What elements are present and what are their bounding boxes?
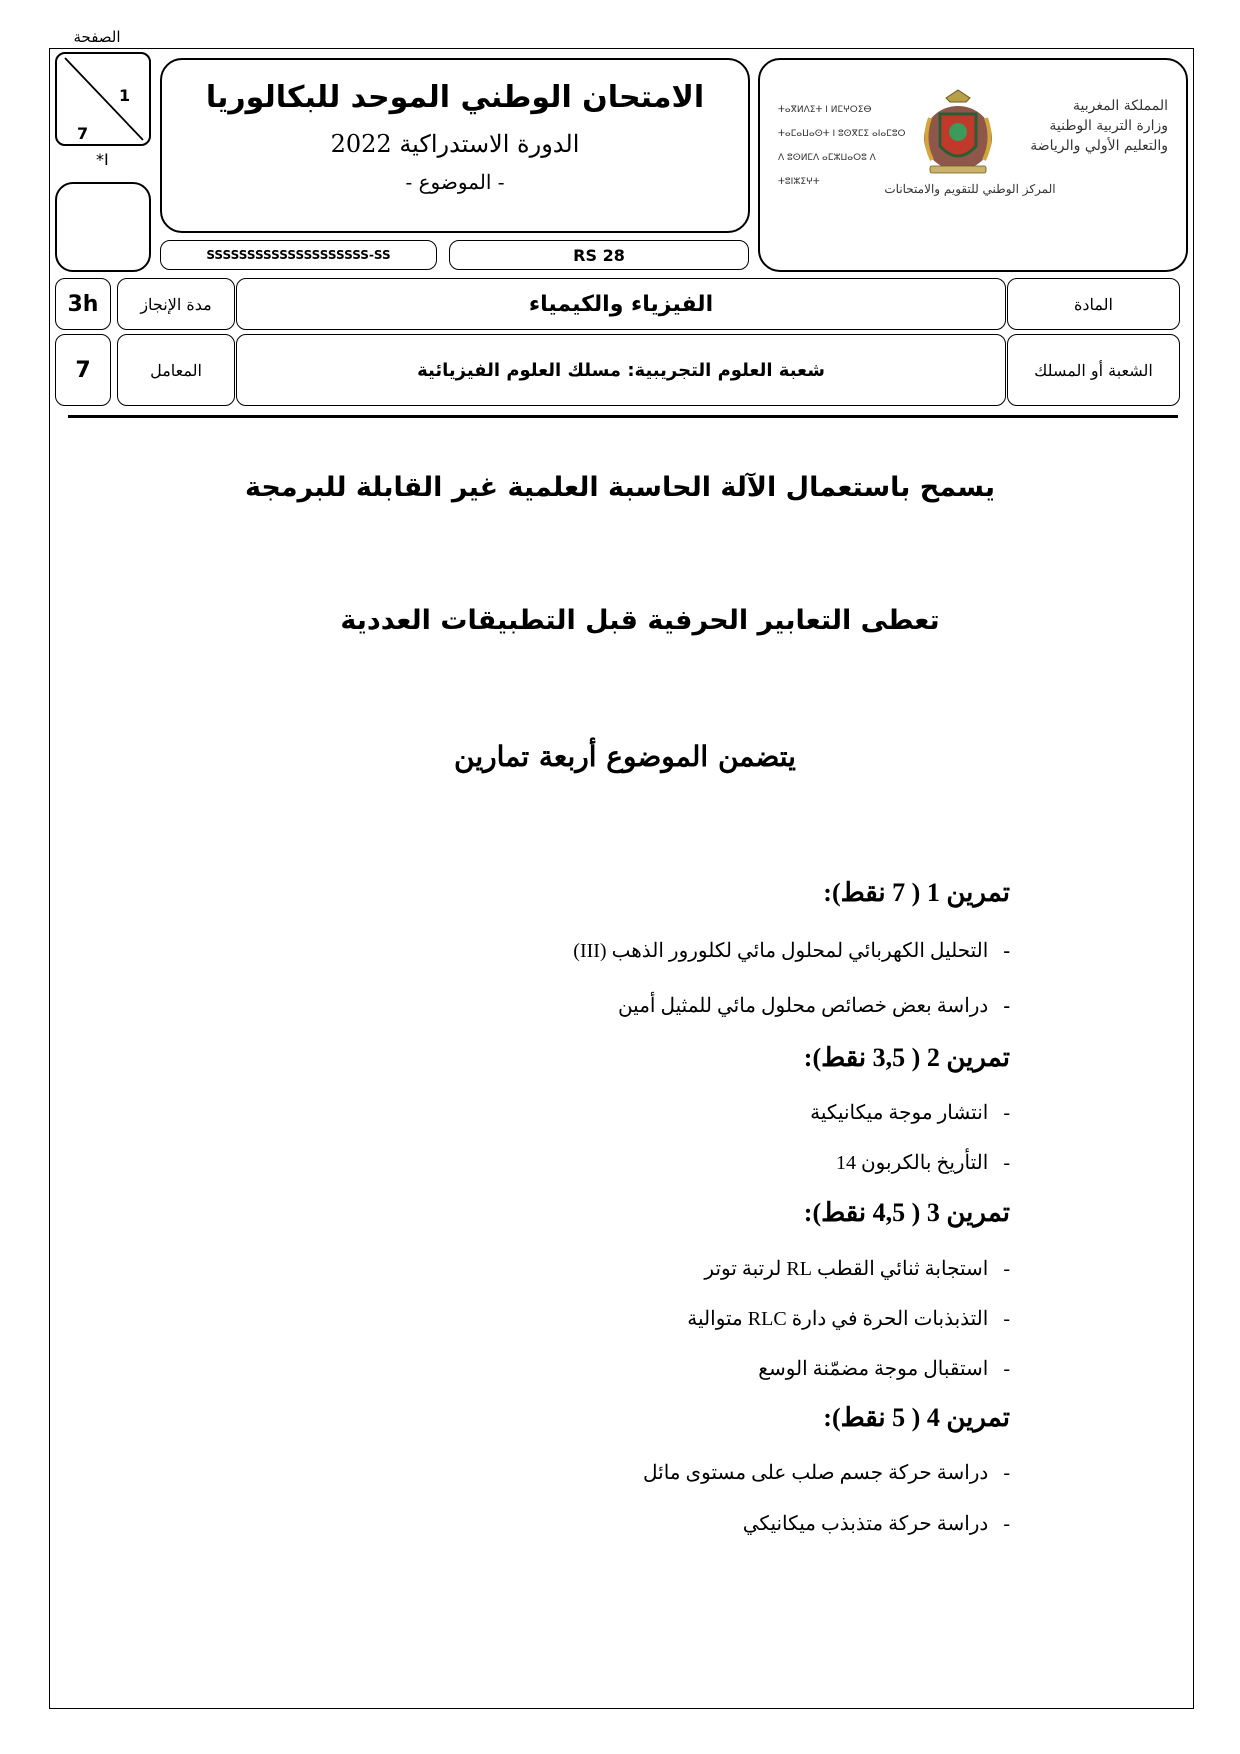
subject-value: الفيزياء والكيمياء bbox=[236, 278, 1006, 330]
page-mark: *I bbox=[96, 150, 109, 169]
subject-field: المادة bbox=[1007, 278, 1180, 330]
note-expressions: تعطى التعابير الحرفية قبل التطبيقات العددية bbox=[340, 605, 940, 636]
coef-value: 7 bbox=[55, 334, 111, 406]
exercise-1-item-2: - دراسة بعض خصائص محلول مائي للمثيل أمين bbox=[617, 995, 1010, 1017]
branch-value: شعبة العلوم التجريبية: مسلك العلوم الفيزيائية bbox=[236, 334, 1006, 406]
page-current: 1 bbox=[119, 86, 131, 105]
exercise-1-title: تمرين 1 ( 7 نقط): bbox=[823, 878, 1010, 907]
exercise-2-item-2: - التأريخ بالكربون 14 bbox=[835, 1152, 1010, 1174]
branch-field: الشعبة أو المسلك bbox=[1007, 334, 1180, 406]
page-label: الصفحة bbox=[73, 28, 121, 46]
exercise-4-item-2: - دراسة حركة متذبذب ميكانيكي bbox=[742, 1513, 1010, 1535]
note-count: يتضمن الموضوع أربعة تمارين bbox=[454, 740, 796, 773]
code-right: RS 28 bbox=[449, 240, 749, 270]
exercise-4-item-1: - دراسة حركة جسم صلب على مستوى مائل bbox=[643, 1462, 1010, 1484]
ministry-center: المركز الوطني للتقويم والامتحانات bbox=[884, 182, 1056, 196]
candidate-box bbox=[55, 182, 151, 272]
ministry-arabic: المملكة المغربية وزارة التربية الوطنية والتعليم الأولي والرياضة bbox=[1030, 98, 1168, 154]
page-number-box bbox=[55, 52, 151, 146]
page-total: 7 bbox=[77, 124, 89, 143]
duration-label: مدة الإنجاز bbox=[117, 278, 235, 330]
note-calculator: يسمح باستعمال الآلة الحاسبة العلمية غير القابلة للبرمجة bbox=[245, 472, 995, 503]
exercise-2-item-1: - انتشار موجة ميكانيكية bbox=[810, 1102, 1010, 1124]
exercise-1-item-1: - التحليل الكهربائي لمحلول مائي لكلورور الذهب (III) bbox=[573, 940, 1010, 962]
ministry-tifinagh: ⵜⴰⴳⵍⴷⵉⵜ ⵏ ⵍⵎⵖⵔⵉⴱ ⵜⴰⵎⴰⵡⴰⵙⵜ ⵏ ⵓⵙⴳⵎⵉ ⴰⵏⴰⵎⵓⵔ ⴷ ⵓⵙⵍⵎⴷ ⴰⵎⵣⵡⴰⵔⵓ ⴷ ⵜⵓⵏⵣⵉⵖⵜ bbox=[778, 105, 906, 187]
page-number-divider bbox=[55, 52, 151, 146]
exercise-list bbox=[300, 0, 1010, 1754]
coef-label: المعامل bbox=[117, 334, 235, 406]
exercise-3-item-3: - استقبال موجة مضمّنة الوسع bbox=[758, 1358, 1010, 1380]
exam-session: الدورة الاستدراكية 2022 bbox=[330, 130, 580, 158]
exercise-3-item-2: - التذبذبات الحرة في دارة RLC متوالية bbox=[687, 1308, 1010, 1330]
exam-subject-label: - الموضوع - bbox=[405, 170, 505, 194]
code-left: SSSSSSSSSSSSSSSSSSSS-SS bbox=[160, 240, 437, 270]
exam-title: الامتحان الوطني الموحد للبكالوريا bbox=[205, 80, 705, 115]
exercise-4-title: تمرين 4 ( 5 نقط): bbox=[823, 1403, 1010, 1432]
exercise-3-title: تمرين 3 ( 4,5 نقط): bbox=[803, 1198, 1010, 1227]
exercise-2-title: تمرين 2 ( 3,5 نقط): bbox=[803, 1043, 1010, 1072]
duration-value: 3h bbox=[55, 278, 111, 330]
exercise-3-item-1: - استجابة ثنائي القطب RL لرتبة توتر bbox=[704, 1258, 1010, 1280]
